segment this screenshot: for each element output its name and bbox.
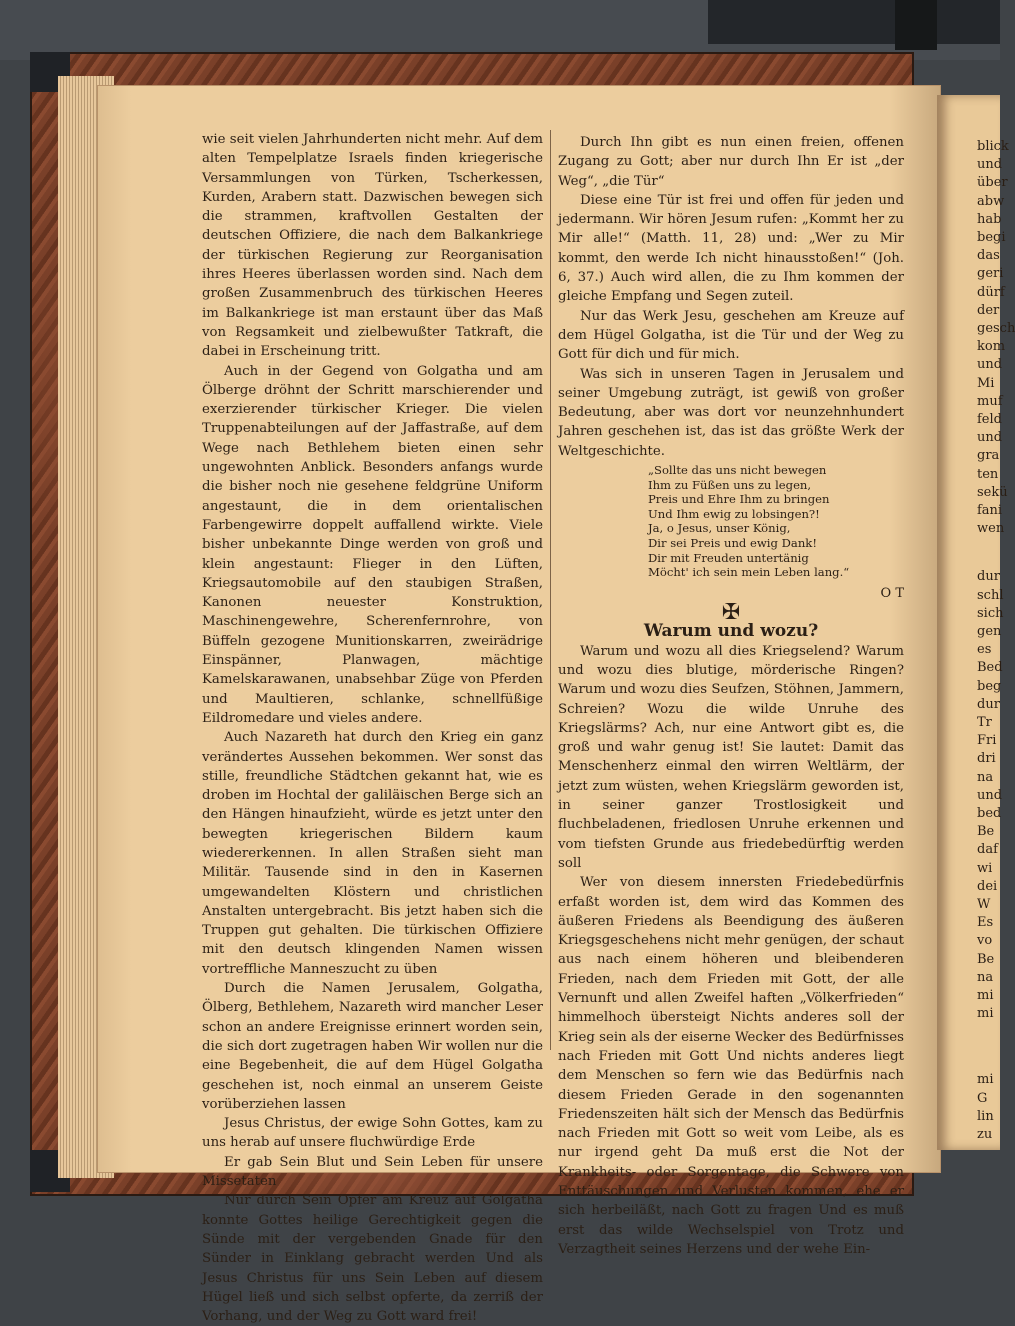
paragraph: wie seit vielen Jahrhunderten nicht mehr. Auf dem alten Tempelplatze Israels finden kriegerische Versammlungen von Türken, Tscherkessen, Kurden, Arabern statt. Dazwischen bewegen sich die strammen, kraftvollen Gestalten der deutschen Offiziere, die nach dem Balkankriege der türkischen Regierung zur Reorganisation ihres Heeres überlassen worden sind. Nach dem großen Zusammenbruch des türkischen Heeres im Balkankriege ist man erstaunt über das Maß von Regsamkeit und zielbewußter Tatkraft, die dabei in Erscheinung tritt. <box>202 132 543 360</box>
right-column <box>558 133 904 1259</box>
paragraph: Wer von diesem innersten Friedebedürfnis erfaßt worden ist, dem wird das Kommen des äußeren Friedens als Beendigung des äußeren Kriegsgeschehens nicht mehr genügen, der schaut aus nach einem höheren und bleibenderen Frieden, nach dem Frieden mit Gott, der alle Vernunft und allen Zweifel haften „Völkerfrieden“ himmelhoch übersteigt Nichts anderes soll der Krieg sein als der eiserne Wecker des Bedürfnisses nach Frieden mit Gott Und nichts anderes liegt dem Menschen so fern wie das Bedürfnis nach diesem Frieden Gerade in den sogenannten Friedenszeiten hält sich der Mensch das Bedürfnis nach Frieden mit Gott so weit vom Leibe, als es nur irgend geht Da muß erst die Not der Krankheits- oder Sorgentage, die Schwere von Enttäuschungen und Verlusten kommen, ehe er sich herbeiläßt, nach Gott zu fragen Und es muß erst das wilde Wechselspiel von Trotz und Verzagtheit seines Herzens und der wehe Ein- <box>558 875 904 1257</box>
paragraph: Nur das Werk Jesu, geschehen am Kreuze auf dem Hügel Golgatha, ist die Tür und der Weg zu Gott für dich und für mich. <box>558 308 904 363</box>
poem-line: Preis und Ehre Ihm zu bringen <box>648 492 830 507</box>
facing-page-fragment: geri <box>977 266 1004 282</box>
facing-page-fragment: gen <box>977 624 1002 639</box>
paragraph: Nur durch Sein Opfer am Kreuz auf Golgatha konnte Gottes heilige Gerechtigkeit gegen die Sünde mit der vergebenden Gnade für den Sünder in Einklang gebracht werden Und als Jesus Christus für uns Sein Leben auf diesem Hügel ließ und sich selbst opferte, da zerriß der Vorhang, und der Weg zu Gott ward frei! <box>202 1193 543 1325</box>
column-divider <box>550 130 551 1050</box>
left-column <box>202 130 543 1326</box>
facing-page-fragment: und <box>977 787 1003 803</box>
facing-page-fragment: beg <box>977 678 1002 694</box>
facing-page-fragment: Be <box>977 951 995 967</box>
facing-page-fragment: über <box>977 175 1008 191</box>
paragraph: Auch Nazareth hat durch den Krieg ein ganz verändertes Aussehen bekommen. Wer sonst das stille, freundliche Städtchen gekannt hat, wie es droben im Hochtal der galiläischen Berge sich an den Hängen hinaufzieht, würde es jetzt unter den bewegten kriegerischen Bildern kaum wiedererkennen. In allen Straßen sieht man Militär. Tausende sind in den in Kasernen umgewandelten Klöstern und christlichen Anstalten untergebracht. Bis jetzt haben sich die Truppen gut gehalten. Die türkischen Offiziere mit den deutsch klingenden Namen wissen vortreffliche Manneszucht zu üben <box>202 730 543 977</box>
facing-page-fragment: mi <box>977 1072 994 1088</box>
facing-page-fragment: abw <box>977 193 1005 209</box>
facing-page-fragment: dürf <box>977 284 1005 300</box>
facing-page-fragment: W <box>977 897 991 912</box>
facing-page-fragment: bed <box>977 806 1002 821</box>
facing-page-fragment: blick <box>977 139 1009 154</box>
facing-page-fragment: na <box>977 969 994 985</box>
facing-page-fragment: sich <box>977 605 1004 621</box>
facing-page-fragment: ten <box>977 466 999 482</box>
facing-page-fragment: kom <box>977 339 1006 355</box>
facing-page-fragment: Fri <box>977 733 997 749</box>
facing-page-fragment: und <box>977 157 1003 173</box>
facing-page-fragment: lin <box>977 1108 994 1124</box>
facing-page-fragment: hab <box>977 211 1002 227</box>
poem-line: „Sollte das uns nicht bewegen <box>648 463 827 478</box>
scanner-shadow <box>895 0 937 50</box>
facing-page-fragment: der <box>977 302 1000 318</box>
facing-page-fragment: na <box>977 769 994 785</box>
paragraph: Warum und wozu all dies Kriegselend? Warum und wozu dies blutige, mörderische Ringen? Warum und wozu dies Seufzen, Stöhnen, Jammern, Schreien? Wozu die wilde Unruhe des Kriegslärms? Ach, nur eine Antwort gibt es, die groß und wahr genug ist! Sie lautet: Damit das Menschenherz einmal den wirren Weltlärm, der jetzt zum wüsten, wehen Kriegslärm geworden ist, in seiner ganzer Trostlosigkeit und fluchbeladenen, friedlosen Unruhe erkennen und vom tiefsten Grunde aus friedebedürftig werden soll <box>558 643 904 871</box>
facing-page-fragment: dei <box>977 878 998 894</box>
facing-page-fragment: es <box>977 642 992 658</box>
facing-page-fragment: Bed <box>977 660 1003 676</box>
paragraph: Jesus Christus, der ewige Sohn Gottes, kam zu uns herab auf unsere fluchwürdige Erde <box>202 1116 543 1151</box>
facing-page-fragment: sekü <box>977 484 1008 500</box>
poem <box>648 463 904 580</box>
facing-page-fragment: mi <box>977 1006 994 1022</box>
paragraph: Durch die Namen Jerusalem, Golgatha, Ölberg, Bethlehem, Nazareth wird mancher Leser schon an andere Ereignisse erinnert worden sein, die sich dort zugetragen haben Wir wollen nur die eine Begebenheit, die auf dem Hügel Golgatha geschehen ist, noch einmal an unserem Geiste vorüberziehen lassen <box>202 981 543 1112</box>
facing-page-fragment: daf <box>977 842 998 858</box>
paragraph: Diese eine Tür ist frei und offen für jeden und jedermann. Wir hören Jesum rufen: „Kommt her zu Mir alle!“ (Matth. 11, 28) und: „Wer zu Mir kommt, den werde Ich nicht hinausstoßen!“ (Joh. 6, 37.) Auch wird allen, die zu Ihm kommen der gleiche Empfang und Segen zuteil. <box>558 192 904 305</box>
facing-page-fragment: Be <box>977 824 995 840</box>
facing-page-fragment: dur <box>977 569 1000 585</box>
paragraph: Auch in der Gegend von Golgatha und am Ölberge dröhnt der Schritt marschierender und exerzierender türkischer Krieger. Die vielen Truppenabteilungen auf der Jaffastraße, auf dem Wege nach Bethlehem bieten einen sehr ungewohnten Anblick. Besonders anfangs wurde die bisher noch nie gesehene feldgrüne Uniform angestaunt, die in dem orientalischen Farbengewirre doppelt auffallend wirkte. Viele bisher unbekannte Dinge werden von groß und klein angestaunt: Flieger in den Lüften, Kriegsautomobile auf den staubigen Straßen, Kanonen neuester Konstruktion, Maschinengewehre, Scherenfernrohre, von Büffeln gezogene Munitionskarren, zweirädrige Einspänner, Planwagen, mächtige Kamelskarawanen, unabsehbar Züge von Pferden und Maultieren, schlanke, schnellfüßige Eildromedare und vieles andere. <box>202 363 543 726</box>
facing-page-fragment: und <box>977 357 1003 373</box>
author-signature: O T <box>880 585 904 601</box>
facing-page-fragment: fani <box>977 503 1003 518</box>
poem-line: Dir mit Freuden untertänig <box>648 550 809 565</box>
poem-line: Und Ihm ewig zu lobsingen?! <box>648 506 820 521</box>
facing-page-fragment: gra <box>977 448 1000 464</box>
facing-page-fragment: gesch <box>977 321 1015 336</box>
poem-line: Dir sei Preis und ewig Dank! <box>648 536 817 551</box>
facing-page <box>937 95 1015 1150</box>
facing-page-fragment: zu <box>977 1127 993 1142</box>
facing-page-fragment: wi <box>977 860 993 876</box>
facing-page-fragment: wen <box>977 521 1005 537</box>
facing-page-fragment: dur <box>977 696 1000 712</box>
facing-page-fragment: das <box>977 248 1000 264</box>
facing-page-fragment: begi <box>977 230 1006 245</box>
section-heading: Warum und wozu? <box>643 621 819 642</box>
poem-line: Möcht' ich sein mein Leben lang.“ <box>648 565 850 580</box>
facing-page-fragment: schl <box>977 587 1004 603</box>
facing-page-fragment: feld <box>977 412 1002 427</box>
facing-page-fragment: mi <box>977 988 994 1003</box>
facing-page-fragment: dri <box>977 751 996 767</box>
facing-page-fragment: muf <box>977 393 1003 409</box>
facing-page-fragment: vo <box>977 933 993 949</box>
facing-page-fragment: Tr <box>977 715 992 730</box>
paragraph: Er gab Sein Blut und Sein Leben für unsere Missetaten <box>202 1154 543 1190</box>
paragraph: Durch Ihn gibt es nun einen freien, offenen Zugang zu Gott; aber nur durch Ihn Er ist „der Weg“, „die Tür“ <box>558 135 904 189</box>
scanner-shadow <box>708 0 1000 44</box>
facing-page-fragment: und <box>977 430 1003 446</box>
poem-line: Ihm zu Füßen uns zu legen, <box>648 477 812 492</box>
facing-page-fragment: Mi <box>977 375 995 391</box>
paragraph: Was sich in unseren Tagen in Jerusalem und seiner Umgebung zuträgt, ist gewiß von großer Bedeutung, aber was dort vor neunzehnhundert Jahren geschehen ist, das ist das größte Werk der Weltgeschichte. <box>558 366 904 459</box>
poem-line: Ja, o Jesus, unser König, <box>648 521 791 536</box>
ornament-icon: ✠ <box>721 600 741 626</box>
facing-page-fragment: G <box>977 1090 988 1106</box>
facing-page-fragment: Es <box>977 915 994 931</box>
